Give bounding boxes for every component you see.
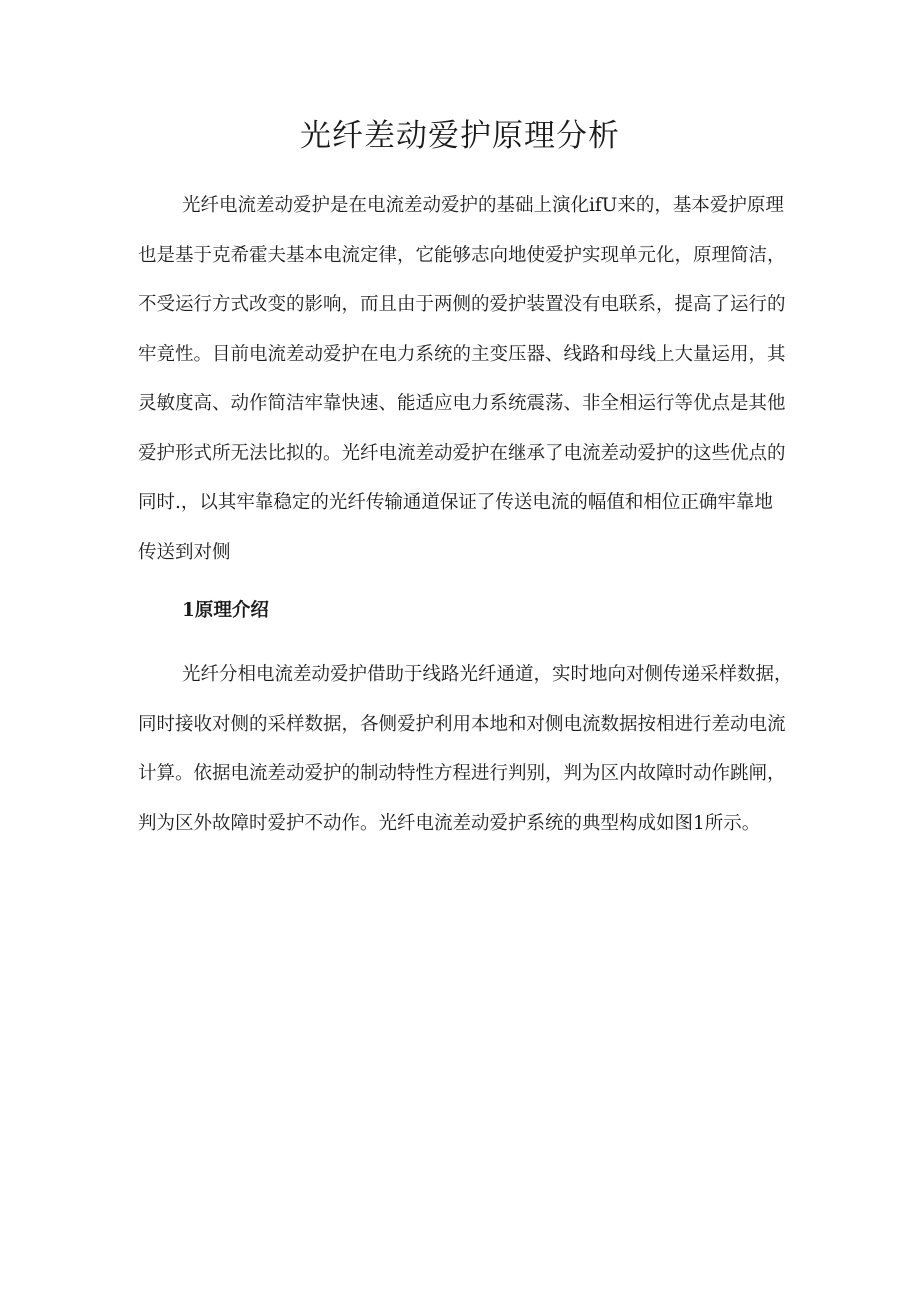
paragraph-line: 也是基于克希霍夫基本电流定律，它能够志向地使爱护实现单元化，原理简洁， [138, 244, 786, 266]
paragraph-line: 灵敏度高、动作简洁牢靠快速、能适应电力系统震荡、非全相运行等优点是其他 [138, 393, 786, 414]
paragraph-line: 同时接收对侧的采样数据，各侧爱护利用本地和对侧电流数据按相进行差动电流 [138, 713, 786, 735]
paragraph-line: 牢竟性。目前电流差动爱护在电力系统的主变压器、线路和母线上大量运用，其 [138, 343, 786, 365]
paragraph-line: 传送到对侧 [138, 541, 231, 563]
paragraph-line: 不受运行方式改变的影响，而且由于两侧的爱护装置没有电联系，提高了运行的 [138, 294, 786, 315]
paragraph-intro [138, 181, 786, 577]
paragraph-line: 判为区外故障时爱护不动作。光纤电流差动爱护系统的典型构成如图1所示。 [138, 812, 761, 834]
paragraph-line: 光纤电流差动爱护是在电流差动爱护的基础上演化ifU来的，基本爱护原理 [182, 195, 784, 216]
paragraph-line: 光纤分相电流差动爱护借助于线路光纤通道，实时地向对侧传递采样数据， [182, 664, 793, 685]
paragraph-line: 同时.，以其牢靠稳定的光纤传输通道保证了传送电流的幅值和相位正确牢靠地 [138, 492, 773, 513]
paragraph-principle [138, 650, 793, 848]
section-heading: 1原理介绍 [182, 600, 269, 621]
document-title: 光纤差动爱护原理分析 [300, 118, 620, 154]
paragraph-line: 计算。依据电流差动爱护的制动特性方程进行判别，判为区内故障时动作跳闸， [138, 763, 786, 784]
paragraph-line: 爱护形式所无法比拟的。光纤电流差动爱护在继承了电流差动爱护的这些优点的 [138, 442, 786, 464]
